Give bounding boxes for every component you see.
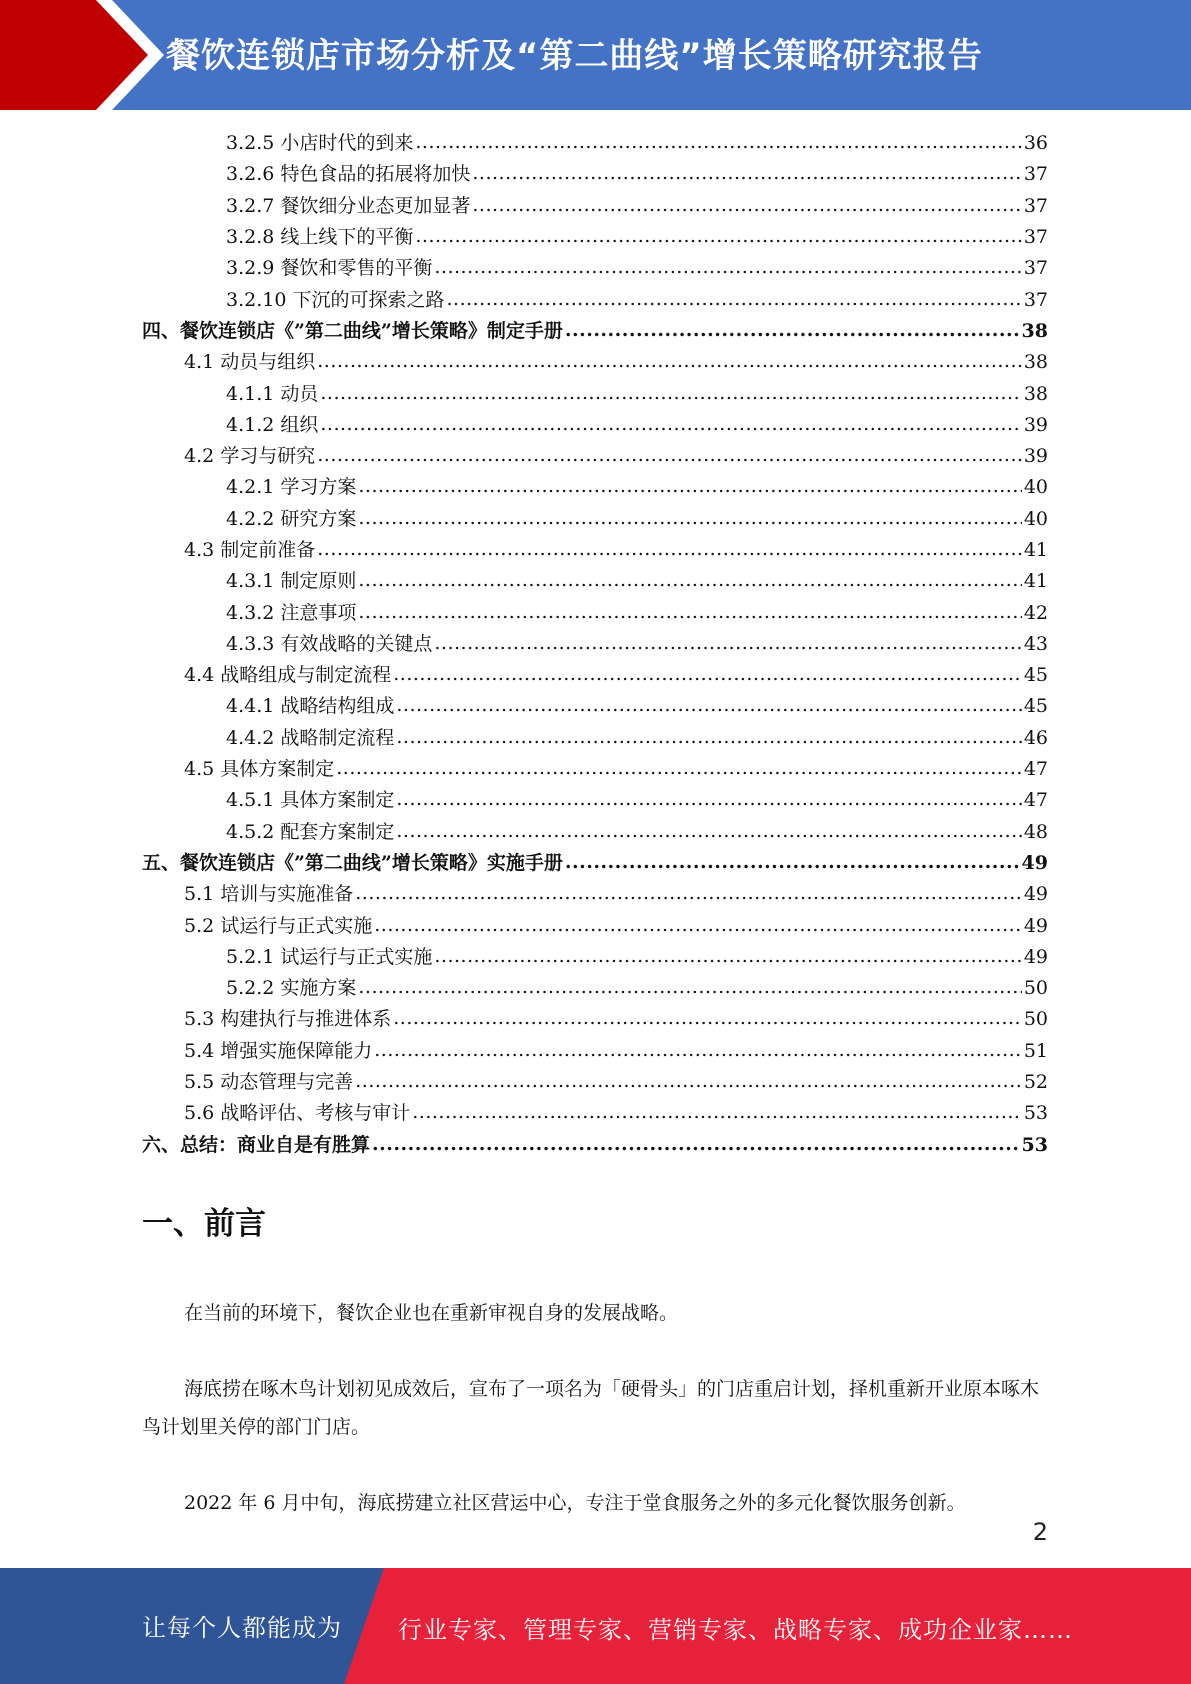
toc-entry-page: 47 [1023,758,1048,781]
toc-entry[interactable] [142,973,1048,1004]
toc-leader-dots [415,128,1021,159]
toc-entry[interactable] [142,660,1048,691]
toc-leader-dots [412,1098,1022,1129]
toc-leader-dots [336,754,1022,785]
toc-entry[interactable] [142,879,1048,910]
toc-entry-page: 41 [1023,539,1048,561]
toc-leader-dots [565,848,1020,879]
toc-entry-label: 5.5 动态管理与完善 [184,1071,354,1094]
header-banner [0,0,1191,110]
toc-entry-label: 5.6 战略评估、考核与审计 [184,1102,411,1125]
toc-leader-dots [472,159,1021,190]
toc-entry-page: 46 [1023,726,1048,749]
toc-entry-page: 47 [1023,789,1048,812]
toc-entry-page: 41 [1023,570,1048,593]
toc-entry[interactable] [142,347,1048,378]
toc-entry-label: 3.2.8 线上线下的平衡 [226,226,414,249]
toc-entry[interactable] [142,942,1048,973]
toc-leader-dots [358,598,1021,629]
toc-entry-page: 39 [1023,445,1048,468]
toc-entry-label: 5.1 培训与实施准备 [184,883,354,906]
toc-entry[interactable] [142,504,1048,535]
toc-leader-dots [396,691,1021,722]
toc-entry[interactable] [142,441,1048,472]
toc-entry[interactable] [142,253,1048,284]
toc-entry[interactable] [142,284,1048,315]
toc-entry-label: 4.2.1 学习方案 [226,476,357,499]
toc-entry[interactable] [142,128,1048,159]
toc-entry-label: 3.2.10 下沉的可探索之路 [226,288,445,311]
toc-entry[interactable] [142,723,1048,754]
toc-entry-label: 四、餐饮连锁店《”第二曲线”增长策略》制定手册 [142,319,563,342]
toc-entry-page: 50 [1023,977,1048,1000]
toc-entry-label: 5.2 试运行与正式实施 [184,914,373,937]
toc-leader-dots [358,504,1021,535]
toc-leader-dots [393,1004,1022,1035]
toc-entry-page: 37 [1023,163,1048,186]
toc-entry-page: 49 [1021,851,1048,874]
paragraph: 海底捞在啄木鸟计划初见成效后，宣布了一项名为「硬骨头」的门店重启计划，择机重新开业原本啄木鸟计划里关停的部门门店。 [142,1378,1040,1438]
footer-slogan: 让每个人都能成为 [142,1614,342,1642]
toc-entry-label: 4.4.2 战略制定流程 [226,726,395,749]
toc-entry[interactable] [142,910,1048,941]
toc-entry[interactable] [142,597,1048,628]
toc-entry[interactable] [142,378,1048,409]
toc-entry-label: 5.3 构建执行与推进体系 [184,1008,392,1031]
toc-leader-dots [434,942,1021,973]
toc-leader-dots [396,785,1021,816]
toc-leader-dots [374,1036,1022,1067]
toc-entry[interactable] [142,1098,1048,1129]
toc-entry-page: 51 [1023,1039,1048,1062]
toc-leader-dots [317,535,1022,566]
toc-entry-page: 48 [1023,820,1048,843]
toc-entry-page: 39 [1023,413,1048,436]
footer-banner [0,1568,1191,1684]
toc-entry-label: 5.2.2 实施方案 [226,977,357,1000]
table-of-contents [142,128,1048,1161]
toc-leader-dots [372,1130,1020,1161]
toc-entry-page: 36 [1023,132,1048,155]
toc-entry[interactable] [142,1036,1048,1067]
toc-leader-dots [320,410,1021,441]
toc-leader-dots [415,222,1021,253]
toc-leader-dots [320,379,1021,410]
toc-entry-label: 5.2.1 试运行与正式实施 [226,945,433,968]
toc-entry-label: 4.4.1 战略结构组成 [226,695,395,718]
section-heading: 一、前言 [142,1206,266,1242]
toc-entry-label: 4.4 战略组成与制定流程 [184,664,392,687]
toc-entry[interactable] [142,1004,1048,1035]
toc-entry[interactable] [142,1067,1048,1098]
toc-entry[interactable] [142,410,1048,441]
toc-leader-dots [355,879,1022,910]
toc-entry-label: 3.2.7 餐饮细分业态更加显著 [226,194,471,217]
toc-leader-dots [446,285,1021,316]
toc-leader-dots [317,347,1022,378]
toc-leader-dots [393,660,1022,691]
toc-entry-label: 4.5.1 具体方案制定 [226,789,395,812]
toc-entry-label: 4.3.3 有效战略的关键点 [226,632,433,655]
toc-entry-page: 37 [1023,226,1048,249]
toc-entry-page: 45 [1023,664,1048,687]
toc-entry[interactable] [142,222,1048,253]
toc-entry[interactable] [142,159,1048,190]
toc-entry-page: 50 [1023,1008,1048,1031]
toc-entry[interactable] [142,848,1048,879]
toc-entry[interactable] [142,754,1048,785]
toc-entry-page: 49 [1023,914,1048,937]
toc-leader-dots [434,629,1021,660]
toc-leader-dots [396,723,1021,754]
toc-entry-page: 42 [1023,601,1048,624]
toc-entry-label: 4.2 学习与研究 [184,445,316,468]
toc-entry-label: 4.5.2 配套方案制定 [226,820,395,843]
toc-entry-page: 37 [1023,257,1048,280]
toc-entry[interactable] [142,1130,1048,1161]
toc-entry-page: 45 [1023,695,1048,718]
toc-leader-dots [358,973,1021,1004]
toc-entry-label: 4.5 具体方案制定 [184,758,335,781]
toc-entry-page: 52 [1023,1071,1048,1094]
toc-leader-dots [565,316,1020,347]
toc-entry-page: 43 [1023,632,1048,655]
toc-leader-dots [374,911,1022,942]
toc-entry-page: 53 [1021,1133,1048,1156]
paragraph: 2022 年 6 月中旬，海底捞建立社区营运中心，专注于堂食服务之外的多元化餐饮服务创新。 [184,1492,966,1514]
toc-entry-label: 五、餐饮连锁店《”第二曲线”增长策略》实施手册 [142,851,563,874]
toc-entry-label: 3.2.5 小店时代的到来 [226,132,414,155]
toc-entry[interactable] [142,785,1048,816]
toc-leader-dots [358,472,1021,503]
toc-entry-page: 38 [1023,351,1048,374]
toc-entry-page: 49 [1023,883,1048,906]
toc-entry-label: 4.3 制定前准备 [184,539,316,561]
toc-entry[interactable] [142,817,1048,848]
toc-entry[interactable] [142,191,1048,222]
toc-leader-dots [355,1067,1022,1098]
toc-entry-label: 4.1 动员与组织 [184,351,316,374]
report-title: 餐饮连锁店市场分析及“第二曲线”增长策略研究报告 [166,36,983,76]
toc-entry-page: 37 [1023,194,1048,217]
toc-entry-page: 38 [1021,319,1048,342]
toc-entry-label: 六、总结：商业自是有胜算 [142,1133,371,1156]
toc-entry[interactable] [142,691,1048,722]
toc-entry[interactable] [142,316,1048,347]
footer-tagline: 行业专家、管理专家、营销专家、战略专家、成功企业家…… [398,1616,1073,1644]
toc-entry-page: 40 [1023,476,1048,499]
toc-entry-page: 40 [1023,507,1048,530]
toc-entry-label: 4.3.1 制定原则 [226,570,357,593]
toc-leader-dots [396,817,1021,848]
toc-entry[interactable] [142,472,1048,503]
toc-leader-dots [472,191,1021,222]
toc-entry-label: 3.2.6 特色食品的拓展将加快 [226,163,471,186]
toc-entry[interactable] [142,535,1048,566]
toc-entry-label: 4.3.2 注意事项 [226,601,357,624]
toc-leader-dots [317,441,1022,472]
toc-entry-label: 5.4 增强实施保障能力 [184,1039,373,1062]
toc-entry-label: 4.1.2 组织 [226,413,319,436]
toc-entry-page: 49 [1023,945,1048,968]
toc-entry-page: 38 [1023,382,1048,405]
toc-entry[interactable] [142,629,1048,660]
toc-entry-label: 3.2.9 餐饮和零售的平衡 [226,257,433,280]
toc-entry-label: 4.2.2 研究方案 [226,507,357,530]
paragraph: 在当前的环境下，餐饮企业也在重新审视自身的发展战略。 [184,1302,679,1324]
toc-entry[interactable] [142,566,1048,597]
toc-entry-page: 37 [1023,288,1048,311]
toc-entry-page: 53 [1023,1102,1048,1125]
page-number: 2 [1032,1518,1048,1546]
toc-leader-dots [358,566,1021,597]
toc-entry-label: 4.1.1 动员 [226,382,319,405]
toc-leader-dots [434,253,1021,284]
